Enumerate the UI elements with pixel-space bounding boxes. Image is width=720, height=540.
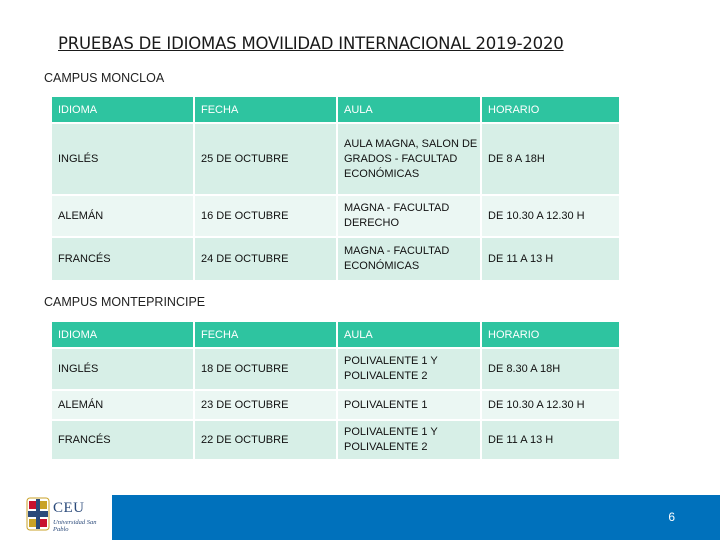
- cell-horario: DE 11 A 13 H: [482, 238, 619, 280]
- table-header-row: [52, 97, 619, 122]
- header-aula: AULA: [338, 322, 480, 347]
- cell-horario: DE 10.30 A 12.30 H: [482, 391, 619, 419]
- schedule-table-monteprincipe: [50, 320, 621, 461]
- footer-bar: [112, 495, 720, 540]
- cell-idioma: ALEMÁN: [52, 196, 193, 236]
- table-row: [52, 349, 619, 389]
- table-row: [52, 421, 619, 459]
- cell-aula: POLIVALENTE 1: [338, 391, 480, 419]
- header-idioma: IDIOMA: [52, 97, 193, 122]
- header-fecha: FECHA: [195, 322, 336, 347]
- cell-aula: POLIVALENTE 1 Y POLIVALENTE 2: [338, 349, 480, 389]
- logo-subtitle: Universidad San Pablo: [53, 519, 97, 533]
- table-row: [52, 238, 619, 280]
- cell-idioma: FRANCÉS: [52, 238, 193, 280]
- cell-aula: MAGNA - FACULTAD ECONÓMICAS: [338, 238, 480, 280]
- cell-fecha: 25 DE OCTUBRE: [195, 124, 336, 194]
- cell-horario: DE 11 A 13 H: [482, 421, 619, 459]
- ceu-logo: [20, 495, 110, 537]
- cell-idioma: ALEMÁN: [52, 391, 193, 419]
- cell-horario: DE 8 A 18H: [482, 124, 619, 194]
- cell-aula: MAGNA - FACULTAD DERECHO: [338, 196, 480, 236]
- ceu-emblem-icon: [26, 497, 50, 531]
- table-row: [52, 124, 619, 194]
- cell-idioma: INGLÉS: [52, 349, 193, 389]
- cell-idioma: INGLÉS: [52, 124, 193, 194]
- cell-idioma: FRANCÉS: [52, 421, 193, 459]
- cell-fecha: 23 DE OCTUBRE: [195, 391, 336, 419]
- cell-horario: DE 10.30 A 12.30 H: [482, 196, 619, 236]
- table-row: [52, 391, 619, 419]
- header-horario: HORARIO: [482, 97, 619, 122]
- cell-fecha: 22 DE OCTUBRE: [195, 421, 336, 459]
- section-label-monteprincipe: CAMPUS MONTEPRINCIPE: [44, 295, 206, 309]
- cell-fecha: 18 DE OCTUBRE: [195, 349, 336, 389]
- schedule-table-moncloa: [50, 95, 621, 282]
- cell-aula: AULA MAGNA, SALON DE GRADOS - FACULTAD ECONÓMICAS: [338, 124, 480, 194]
- header-fecha: FECHA: [195, 97, 336, 122]
- slide-title: PRUEBAS DE IDIOMAS MOVILIDAD INTERNACIONAL 2019-2020: [58, 34, 564, 53]
- page-number: 6: [668, 510, 675, 524]
- cell-fecha: 24 DE OCTUBRE: [195, 238, 336, 280]
- table-header-row: [52, 322, 619, 347]
- cell-fecha: 16 DE OCTUBRE: [195, 196, 336, 236]
- table-row: [52, 196, 619, 236]
- header-idioma: IDIOMA: [52, 322, 193, 347]
- cell-aula: POLIVALENTE 1 Y POLIVALENTE 2: [338, 421, 480, 459]
- section-label-moncloa: CAMPUS MONCLOA: [44, 71, 165, 85]
- header-aula: AULA: [338, 97, 480, 122]
- header-horario: HORARIO: [482, 322, 619, 347]
- cell-horario: DE 8.30 A 18H: [482, 349, 619, 389]
- logo-name: CEU: [53, 500, 85, 516]
